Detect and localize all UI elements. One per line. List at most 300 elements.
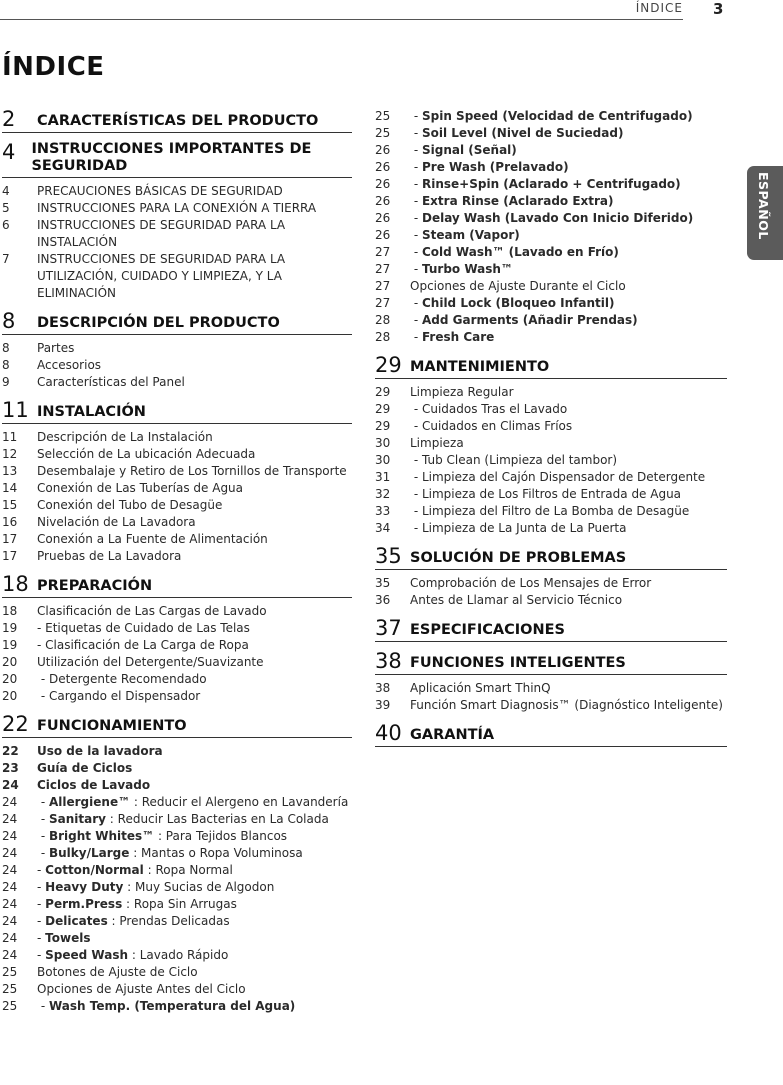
toc-entry[interactable] (2, 760, 352, 777)
toc-entry-page: 9 (2, 375, 10, 389)
toc-entry-page: 25 (375, 109, 391, 123)
toc-entry-label-text: - (37, 795, 49, 809)
toc-entry[interactable] (375, 575, 727, 592)
toc-section-page: 35 (375, 544, 402, 568)
toc-entry[interactable] (375, 193, 727, 210)
toc-entry-label-bold: Add Garments (Añadir Prendas) (421, 313, 638, 327)
toc-entry[interactable] (375, 159, 727, 176)
toc-entry-page: 23 (2, 761, 19, 775)
toc-entry-page: 24 (2, 880, 18, 894)
toc-entry-page: 29 (375, 402, 391, 416)
toc-entry-page: 34 (375, 521, 391, 535)
toc-entry[interactable] (2, 671, 352, 688)
toc-section-heading[interactable] (375, 545, 727, 570)
toc-entry[interactable] (2, 357, 352, 374)
toc-entry[interactable] (375, 520, 727, 537)
toc-entry-label-bold: Turbo Wash™ (421, 262, 513, 276)
toc-entry-label (410, 125, 727, 142)
toc-entry-label-text: - (37, 863, 46, 877)
toc-entry-label (410, 159, 727, 176)
toc-entry-label-bold: Cotton/Normal (45, 863, 144, 877)
toc-entry-label-text: - (37, 948, 46, 962)
toc-entry-page: 24 (2, 829, 18, 843)
toc-entry[interactable] (375, 108, 727, 125)
toc-entry[interactable] (2, 463, 352, 480)
toc-entry-label-text: Clasificación de Las Cargas de Lavado (37, 604, 267, 618)
toc-entry-label-text: - (410, 313, 422, 327)
toc-entry-label-text: - (410, 262, 422, 276)
toc-entry-label (37, 514, 352, 531)
page-number: 3 (713, 0, 724, 18)
toc-entry[interactable] (375, 278, 727, 295)
toc-entry-label (37, 671, 352, 688)
toc-entry[interactable] (2, 828, 352, 845)
toc-entry-label (410, 295, 727, 312)
toc-entry-page: 24 (2, 948, 18, 962)
toc-entry-label-text: - (37, 846, 49, 860)
toc-entry-label (37, 340, 352, 357)
toc-entry[interactable] (2, 480, 352, 497)
toc-entry-label (37, 760, 352, 777)
toc-entry-label-text: Conexión a La Fuente de Alimentación (37, 532, 268, 546)
toc-entry-label-text: - (410, 143, 422, 157)
toc-entry-label-text: Pruebas de La Lavadora (37, 549, 182, 563)
toc-entry[interactable] (2, 930, 352, 947)
toc-section-page: 8 (2, 309, 16, 333)
toc-entry-label-bold: Heavy Duty (45, 880, 124, 894)
toc-entry[interactable] (375, 312, 727, 329)
toc-entry[interactable] (375, 592, 727, 609)
toc-entry-page: 25 (2, 982, 18, 996)
toc-entry-label (410, 261, 727, 278)
toc-entry-label (37, 930, 352, 947)
toc-entry-label-text: - (410, 160, 422, 174)
toc-entry-label (37, 357, 352, 374)
toc-entry-label (37, 794, 352, 811)
toc-entry-label-text: Función Smart Diagnosis™ (Diagnóstico Inteligente) (410, 698, 723, 712)
toc-entry[interactable] (2, 531, 352, 548)
toc-entry-page: 14 (2, 481, 18, 495)
toc-entry-label (410, 329, 727, 346)
toc-entry-label (37, 200, 352, 217)
toc-entry-page: 20 (2, 689, 18, 703)
toc-entry-page: 24 (2, 931, 18, 945)
toc-section-page: 18 (2, 572, 29, 596)
toc-section-title: SOLUCIÓN DE PROBLEMAS (410, 550, 627, 566)
toc-entry-label-bold: Soil Level (Nivel de Suciedad) (421, 126, 624, 140)
toc-entry[interactable] (2, 845, 352, 862)
toc-entry-label-text: Descripción de La Instalación (37, 430, 213, 444)
toc-entry-page: 24 (2, 863, 18, 877)
toc-entry-label-text: INSTRUCCIONES DE SEGURIDAD PARA LA INSTALACIÓN (37, 218, 289, 249)
toc-entry-label (37, 374, 352, 391)
toc-entry-label-text: INSTRUCCIONES PARA LA CONEXIÓN A TIERRA (37, 201, 317, 215)
toc-entry-page: 19 (2, 638, 18, 652)
toc-entry-label (37, 480, 352, 497)
toc-entry[interactable] (2, 340, 352, 357)
toc-entry-label-text: : Prendas Delicadas (107, 914, 230, 928)
toc-entry-label-text: : Ropa Normal (143, 863, 233, 877)
toc-entry[interactable] (2, 896, 352, 913)
toc-section (2, 713, 352, 1015)
toc-entry-label-bold: Steam (Vapor) (421, 228, 520, 242)
toc-entry-label-text: - Limpieza del Filtro de La Bomba de Desagüe (410, 504, 690, 518)
toc-entry-label-text: - Etiquetas de Cuidado de Las Telas (37, 621, 250, 635)
toc-entry-page: 39 (375, 698, 391, 712)
toc-entry-label (37, 620, 352, 637)
toc-section (375, 617, 727, 642)
language-tab[interactable] (747, 166, 783, 260)
header-rule (0, 19, 683, 20)
toc-entry-label (410, 592, 727, 609)
toc-entry-label-bold: Towels (45, 931, 91, 945)
toc-entry[interactable] (2, 251, 352, 302)
toc-entry-label-text: Ciclos de Lavado (37, 778, 151, 792)
toc-entry-page: 6 (2, 218, 10, 232)
toc-entry-label-text: Desembalaje y Retiro de Los Tornillos de Transporte (37, 464, 347, 478)
toc-entry-page: 13 (2, 464, 18, 478)
toc-entry-label-text: Comprobación de Los Mensajes de Error (410, 576, 652, 590)
toc-entry-label (37, 217, 352, 251)
toc-entry-label (410, 680, 727, 697)
page-header (0, 0, 783, 22)
toc-entry[interactable] (375, 125, 727, 142)
toc-entry-label (410, 142, 727, 159)
toc-entry-label-text: - Clasificación de La Carga de Ropa (37, 638, 249, 652)
toc-entry-label-text: Características del Panel (37, 375, 185, 389)
toc-left-column (2, 108, 352, 1015)
toc-entry-page: 26 (375, 228, 391, 242)
toc-entry-page: 17 (2, 532, 18, 546)
toc-entry[interactable] (2, 183, 352, 200)
toc-entry-label (410, 520, 727, 537)
toc-entry-label-bold: Speed Wash (45, 948, 129, 962)
toc-section-heading[interactable] (375, 650, 727, 675)
toc-entry[interactable] (2, 688, 352, 705)
toc-entry[interactable] (375, 244, 727, 261)
toc-entry[interactable] (2, 548, 352, 565)
toc-section (375, 650, 727, 714)
toc-entry-label (37, 497, 352, 514)
toc-section-heading[interactable] (2, 713, 352, 738)
toc-entry[interactable] (2, 446, 352, 463)
toc-entry-label (37, 463, 352, 480)
toc-entry-page: 35 (375, 576, 391, 590)
toc-right-column (375, 108, 727, 752)
toc-entry-label-text: INSTRUCCIONES DE SEGURIDAD PARA LA UTILIZACIÓN, CUIDADO Y LIMPIEZA, Y LA ELIMINACIÓN (37, 252, 289, 300)
toc-entry-page: 27 (375, 279, 391, 293)
toc-entry-label (410, 401, 727, 418)
toc-entry[interactable] (2, 620, 352, 637)
toc-entry-label-text: Partes (37, 341, 75, 355)
toc-section (375, 722, 727, 747)
toc-entry[interactable] (2, 514, 352, 531)
toc-entry-page: 19 (2, 621, 18, 635)
toc-entry-page: 30 (375, 453, 391, 467)
toc-section-page: 2 (2, 107, 16, 131)
toc-entry[interactable] (375, 503, 727, 520)
toc-entry-label (410, 697, 727, 714)
toc-entry-page: 16 (2, 515, 18, 529)
toc-entry-label (410, 469, 727, 486)
toc-entry-label (410, 452, 727, 469)
toc-entry-label (37, 183, 352, 200)
toc-section-heading[interactable] (375, 354, 727, 379)
toc-entry-label (37, 654, 352, 671)
toc-entry-label (410, 486, 727, 503)
toc-entry[interactable] (375, 384, 727, 401)
toc-entry-label (410, 176, 727, 193)
toc-entry-label (37, 913, 352, 930)
toc-entry-label (410, 384, 727, 401)
toc-entry-label-text: - Limpieza de Los Filtros de Entrada de Agua (410, 487, 682, 501)
toc-entry-page: 26 (375, 211, 391, 225)
toc-entry-label-bold: Child Lock (Bloqueo Infantil) (421, 296, 615, 310)
toc-entry[interactable] (375, 469, 727, 486)
toc-entry-page: 20 (2, 655, 18, 669)
toc-entry-label-text: - (37, 931, 46, 945)
toc-entry-page: 24 (2, 897, 18, 911)
toc-entry-label-text: - (37, 914, 46, 928)
toc-section (2, 573, 352, 705)
toc-entry[interactable] (375, 418, 727, 435)
toc-entry-page: 24 (2, 778, 19, 792)
toc-entry[interactable] (2, 811, 352, 828)
toc-entry-page: 15 (2, 498, 18, 512)
toc-entry-page: 24 (2, 914, 18, 928)
toc-entry-page: 25 (375, 126, 391, 140)
toc-entry-label (37, 548, 352, 565)
toc-section-page: 11 (2, 398, 29, 422)
toc-section-heading[interactable] (2, 108, 352, 133)
toc-entry-label (37, 998, 352, 1015)
toc-section-page: 29 (375, 353, 402, 377)
toc-entry[interactable] (2, 217, 352, 251)
toc-entry-label (37, 603, 352, 620)
toc-entry-label-text: - (410, 296, 422, 310)
toc-section-heading[interactable] (375, 617, 727, 642)
toc-entry-label-text: - Detergente Recomendado (37, 672, 207, 686)
toc-entry-page: 31 (375, 470, 391, 484)
toc-section-page: 40 (375, 721, 402, 745)
toc-section-page: 22 (2, 712, 29, 736)
toc-entry[interactable] (375, 261, 727, 278)
toc-entry-page: 28 (375, 313, 391, 327)
toc-entry-label-text: Utilización del Detergente/Suavizante (37, 655, 264, 669)
toc-entry-label-text: - (37, 812, 49, 826)
toc-entry-label-text: Limpieza (410, 436, 464, 450)
toc-entry[interactable] (375, 452, 727, 469)
toc-entry-page: 24 (2, 812, 18, 826)
toc-entry[interactable] (2, 200, 352, 217)
toc-entry[interactable] (2, 777, 352, 794)
toc-entry-page: 32 (375, 487, 391, 501)
toc-section-title: INSTALACIÓN (37, 404, 146, 420)
toc-entry-label (37, 777, 352, 794)
toc-entry-label (410, 418, 727, 435)
toc-entry-label (37, 688, 352, 705)
toc-entry[interactable] (375, 680, 727, 697)
toc-entry[interactable] (2, 497, 352, 514)
toc-section-title: CARACTERÍSTICAS DEL PRODUCTO (37, 113, 319, 129)
toc-entry-page: 30 (375, 436, 391, 450)
toc-section (2, 141, 352, 302)
toc-entry-label-bold: Rinse+Spin (Aclarado + Centrifugado) (421, 177, 681, 191)
toc-section-title: ESPECIFICACIONES (410, 622, 565, 638)
toc-entry-label-bold: Bright Whites™ (48, 829, 155, 843)
toc-entry-label-text: Opciones de Ajuste Durante el Ciclo (410, 279, 626, 293)
toc-entry-label-text: PRECAUCIONES BÁSICAS DE SEGURIDAD (37, 184, 283, 198)
toc-entry-label-text: : Mantas o Ropa Voluminosa (129, 846, 303, 860)
toc-entry-label-text: - (410, 330, 422, 344)
toc-entry[interactable] (2, 374, 352, 391)
toc-entry-label-bold: Allergiene™ (48, 795, 131, 809)
toc-entry-label-text: - (410, 211, 422, 225)
toc-entry-page: 33 (375, 504, 391, 518)
toc-entry-label (37, 879, 352, 896)
toc-entry[interactable] (375, 295, 727, 312)
toc-section (2, 108, 352, 133)
toc-section (2, 399, 352, 565)
toc-entry[interactable] (2, 879, 352, 896)
toc-section (375, 545, 727, 609)
toc-section-title: FUNCIONES INTELIGENTES (410, 655, 626, 671)
toc-entry[interactable] (2, 603, 352, 620)
header-label: ÍNDICE (635, 1, 683, 15)
toc-entry-label (37, 811, 352, 828)
toc-section-page: 38 (375, 649, 402, 673)
toc-entry[interactable] (2, 913, 352, 930)
toc-entry[interactable] (375, 227, 727, 244)
toc-entry-label-text: : Muy Sucias de Algodon (123, 880, 275, 894)
toc-entry-label-text: Limpieza Regular (410, 385, 514, 399)
toc-entry-label-bold: Bulky/Large (48, 846, 130, 860)
toc-entry-label (37, 429, 352, 446)
toc-section (2, 310, 352, 391)
toc-entry-label (410, 503, 727, 520)
toc-entry-page: 25 (2, 965, 18, 979)
toc-entry[interactable] (375, 176, 727, 193)
page-title: ÍNDICE (2, 52, 105, 82)
toc-entry-label-bold: Sanitary (48, 812, 106, 826)
toc-section-page: 4 (2, 140, 16, 164)
toc-entry[interactable] (2, 654, 352, 671)
toc-entry-label-bold: Perm.Press (45, 897, 123, 911)
toc-entry-page: 36 (375, 593, 391, 607)
toc-entry[interactable] (375, 435, 727, 452)
toc-entry[interactable] (2, 862, 352, 879)
toc-entry-page: 8 (2, 341, 10, 355)
toc-section-heading[interactable] (2, 310, 352, 335)
toc-entry[interactable] (2, 637, 352, 654)
toc-entry[interactable] (375, 329, 727, 346)
toc-entry-page: 11 (2, 430, 18, 444)
toc-entry-label-bold: Cold Wash™ (Lavado en Frío) (421, 245, 619, 259)
toc-entry-label (410, 435, 727, 452)
toc-entry-page: 26 (375, 160, 391, 174)
toc-entry-label (37, 845, 352, 862)
toc-section-heading[interactable] (2, 399, 352, 424)
toc-entry-label-text: - (410, 228, 422, 242)
toc-section-title: INSTRUCCIONES IMPORTANTES DE SEGURIDAD (31, 141, 312, 174)
toc-entry-label-text: - Cuidados Tras el Lavado (410, 402, 568, 416)
toc-entry-label-text: - Limpieza del Cajón Dispensador de Detergente (410, 470, 706, 484)
toc-entry-label-text: Accesorios (37, 358, 102, 372)
toc-entry[interactable] (2, 429, 352, 446)
toc-entry-label-bold: Spin Speed (Velocidad de Centrifugado) (421, 109, 693, 123)
toc-entry-label-text: - (37, 999, 49, 1013)
toc-entry-page: 27 (375, 262, 391, 276)
toc-entry-label-text: Opciones de Ajuste Antes del Ciclo (37, 982, 246, 996)
toc-entry-label-text: - (410, 245, 422, 259)
toc-entry[interactable] (2, 743, 352, 760)
toc-entry-label (37, 896, 352, 913)
toc-entry-page: 24 (2, 795, 18, 809)
toc-entry[interactable] (375, 142, 727, 159)
toc-entry-label (37, 964, 352, 981)
toc-entry-page: 26 (375, 177, 391, 191)
toc-entry-label (410, 244, 727, 261)
toc-entry-page: 8 (2, 358, 10, 372)
toc-entry[interactable] (375, 697, 727, 714)
toc-section-heading[interactable] (2, 573, 352, 598)
toc-section (375, 354, 727, 537)
toc-entry[interactable] (2, 998, 352, 1015)
toc-entry-label (37, 446, 352, 463)
toc-entry[interactable] (375, 401, 727, 418)
toc-entry-label (37, 251, 352, 302)
toc-entry-label (37, 637, 352, 654)
toc-entry-label-text: Uso de la lavadora (37, 744, 163, 758)
toc-entry-label (410, 210, 727, 227)
toc-entry-label (410, 227, 727, 244)
toc-entry-label-bold: Wash Temp. (Temperatura del Agua) (48, 999, 296, 1013)
toc-entry[interactable] (375, 486, 727, 503)
toc-entry[interactable] (2, 964, 352, 981)
toc-entry[interactable] (2, 794, 352, 811)
toc-entry-label (410, 193, 727, 210)
toc-entry-label-text: : Ropa Sin Arrugas (122, 897, 237, 911)
toc-entry-page: 29 (375, 419, 391, 433)
toc-section-title: DESCRIPCIÓN DEL PRODUCTO (37, 315, 280, 331)
toc-entry-label-bold: Fresh Care (421, 330, 495, 344)
toc-entry-label-text: - (37, 897, 46, 911)
toc-entry-page: 25 (2, 999, 18, 1013)
toc-section-heading[interactable] (375, 722, 727, 747)
toc-entry-label-text: Conexión de Las Tuberías de Agua (37, 481, 244, 495)
toc-entry-label-text: Botones de Ajuste de Ciclo (37, 965, 198, 979)
toc-entry-label (37, 862, 352, 879)
toc-entry-page: 7 (2, 252, 10, 266)
toc-entry-label-bold: Pre Wash (Prelavado) (421, 160, 569, 174)
toc-entry[interactable] (2, 947, 352, 964)
toc-entry-label-text: - Limpieza de La Junta de La Puerta (410, 521, 627, 535)
toc-section-title: FUNCIONAMIENTO (37, 718, 187, 734)
toc-entry[interactable] (375, 210, 727, 227)
toc-entry[interactable] (2, 981, 352, 998)
toc-section-title: GARANTÍA (410, 727, 495, 743)
toc-entry-label-bold: Delicates (45, 914, 108, 928)
toc-entry-label-text: - (410, 109, 422, 123)
toc-entry-label-text: - (410, 177, 422, 191)
toc-entry-label (37, 531, 352, 548)
toc-section-title: MANTENIMIENTO (410, 359, 550, 375)
toc-entry-page: 29 (375, 385, 391, 399)
toc-section-heading[interactable] (2, 141, 352, 178)
toc-entry-label-text: Antes de Llamar al Servicio Técnico (410, 593, 623, 607)
toc-entry-label-bold: Delay Wash (Lavado Con Inicio Diferido) (421, 211, 694, 225)
toc-entry-label-bold: Signal (Señal) (421, 143, 517, 157)
